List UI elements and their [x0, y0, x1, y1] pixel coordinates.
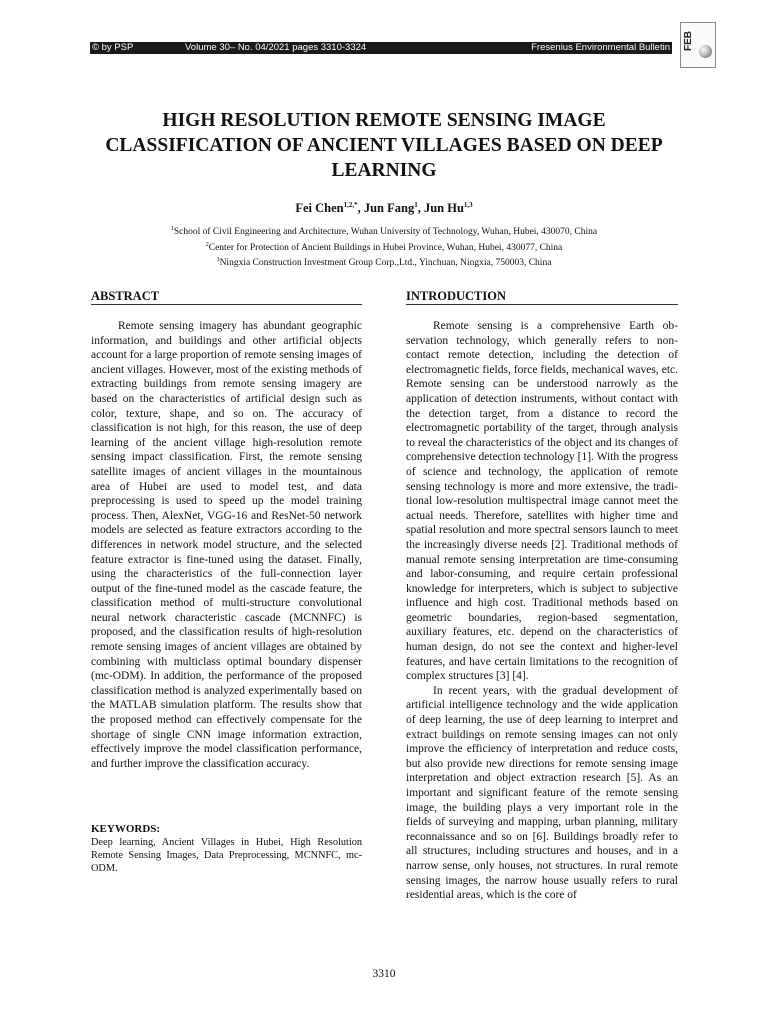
- affiliation-line: $^1$School of Civil Engineering and Architecture, Wuhan University of Technology, Wuhan, Hubei, 430070, China: [170, 226, 598, 238]
- logo-sphere-icon: [699, 45, 712, 58]
- affiliation-line: $^3$Ningxia Construction Investment Group Corp.,Ltd., Yinchuan, Ningxia, 750003, China: [216, 257, 552, 269]
- abstract-heading: ABSTRACT: [91, 289, 160, 303]
- volume-info: Volume 30– No. 04/2021 pages 3310-3324: [185, 42, 367, 53]
- paper-title: HIGH RESOLUTION REMOTE SENSING IMAGE CLASSIFICATION OF ANCIENT VILLAGES BASED ON DEEP LEARNING: [105, 110, 663, 181]
- author-name: Jun Hu: [423, 201, 464, 216]
- feb-logo: [680, 22, 716, 68]
- author-affil-sup: 1: [414, 201, 418, 209]
- keywords-heading: KEYWORDS:: [91, 823, 161, 835]
- journal-name: Fresenius Environmental Bulletin: [531, 42, 670, 53]
- introduction-rule: [406, 304, 678, 305]
- introduction-paragraph: Remote sensing is a comprehensive Earth observation technology, which generally refers to non-contact remote detection, including the detection of electromagnetic fields, force fields, mechanical waves, etc. Remote sensing can be understood narrowly as the application of detection instruments, without contact with the detection target, from a distance to record the electromagnetic portability of the target, through analysis to reveal the characteristics of the object and its changes of comprehensive detection technology [1]. With the progress of science and technology, the application of remote sensing technology is more and more extensive, the traditional low-resolution multispectral image cannot meet the actual needs. Therefore, satellites with higher time and spatial resolution and more spectral sensors launch to meet the increasingly diverse needs [2]. Traditional methods of manual remote sensing interpretation are time-consuming and labor-consuming, and require certain professional knowledge for interpreters, which is subject to subjective influence and high cost. Traditional methods based on geometric boundaries, region-based segmentation, auxiliary features, etc. depend on the characteristics of human design, do not see the context and higher-level features, and have certain limitations to the recognition of complex structures [3] [4].: [406, 320, 678, 683]
- affiliation-list: [90, 223, 678, 270]
- introduction-paragraph: In recent years, with the gradual development of artificial intelligence technology and the wide application of deep learning, the use of deep learning to interpret and extract buildings on remote sensing images can not only improve the efficiency of interpretation and reduce costs, but also provide new directions for remote sensing image interpretation and object extraction research [5]. As an important and significant feature of the remote sensing image, the building plays a very important role in the fields of surveying and mapping, urban planning, military reconnaissance and so on [6]. Buildings broadly refer to all structures, including structures and houses, and in a narrow sense, only houses, not structures. In rural remote sensing images, the narrow house usually refers to rural residential areas, which is the core of: [406, 684, 678, 902]
- abstract-rule: [91, 304, 362, 305]
- publisher-label: © by PSP: [92, 42, 134, 53]
- page-number: 3310: [372, 968, 396, 980]
- author-name: Fei Chen: [295, 201, 344, 216]
- abstract-paragraph: Remote sensing imagery has abundant geographic information, and buildings and other artificial objects account for a large proportion of remote sensing images of ancient villages. However, most of the existing methods of extracting buildings from remote sensing imagery are based on the characteristics of artificial design such as color, texture, shape, and so on. The accuracy of classification is not high, for this reason, the use of deep learning of the ancient village high-resolution remote sensing impact classification. First, the remote sensing satellite images of ancient villages in the mountainous area of Hubei are used to model test, and data preprocessing is used to speed up the model training process. Then, AlexNet, VGG-16 and ResNet-50 network models are selected as feature extractors according to the differences in network model structure, and the selected feature extractor is fine-tuned using the dataset. Finally, using the characteristics of the full-connection layer output of the fine-tuned model as the cascade feature, the classification method of multi-structure convolutional neural network characteristic cascade (MCNNFC) is proposed, and the classification results of high-resolution remote sensing images of ancient villages are obtained by combining with multiclass optimal boundary dispenser (mc-ODM). In addition, the performance of the proposed classification method is analyzed experimentally based on the MATLAB simulation platform. The results show that the proposed method can effectively compensate for the shortage of single CNN image information extraction, effectively improve the model classification performance, and further improve the classification accuracy.: [91, 320, 362, 770]
- author-affil-sup: 1,3: [463, 201, 473, 209]
- affiliation-line: $^2$Center for Protection of Ancient Buildings in Hubei Province, Wuhan, Hubei, 430077, China: [205, 241, 563, 253]
- author-list: Fei Chen$^{1,2,*}$, Jun Fang$^1$, Jun Hu$^{1,3}$: [295, 201, 473, 216]
- abstract-body: [91, 319, 362, 771]
- introduction-body: [406, 319, 678, 903]
- author-name: Jun Fang: [363, 201, 415, 216]
- author-affil-sup: 1,2,*: [343, 201, 358, 209]
- logo-text: FEB: [683, 31, 694, 51]
- journal-header-bar: [90, 42, 672, 54]
- keywords-text: Deep learning, Ancient Villages in Hubei, High Resolution Remote Sensing Images, Data Preprocessing, MCNNFC, mc-ODM.: [91, 837, 362, 874]
- introduction-heading: INTRODUCTION: [406, 289, 507, 303]
